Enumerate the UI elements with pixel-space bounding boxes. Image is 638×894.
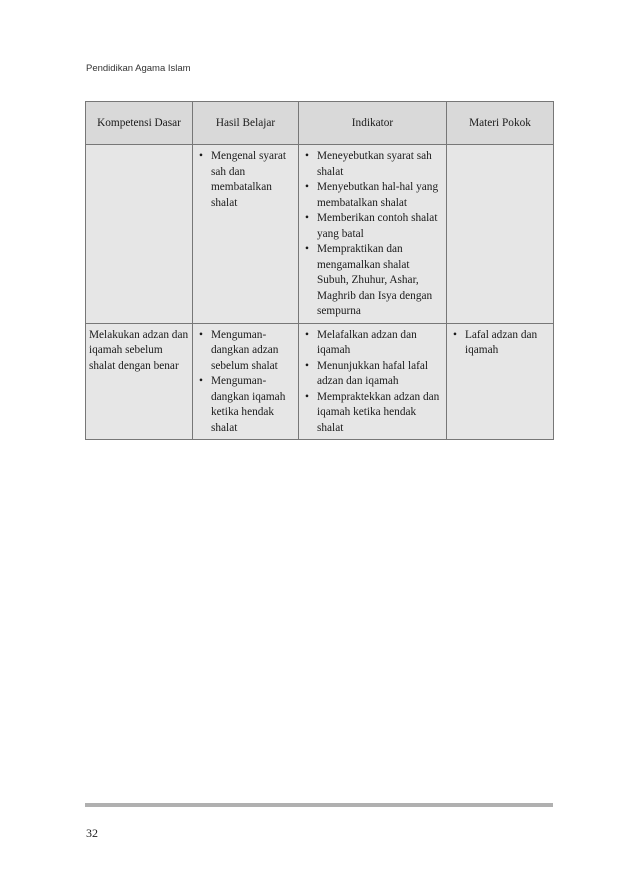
list-item: • Menyebutkan hal-hal yang membatalkan shalat	[302, 180, 443, 211]
syllabus-table	[85, 101, 554, 440]
header-hasil-belajar: Hasil Belajar	[193, 102, 299, 145]
cell-kompetensi	[86, 145, 193, 324]
page-number: 32	[86, 826, 98, 840]
list-item: • Lafal adzan dan iqamah	[450, 328, 550, 359]
list-item: • Mempraktikan dan mengamalkan shalat Subuh, Zhuhur, Ashar, Maghrib dan Isya dengan sempurna	[302, 242, 443, 320]
footer-rule	[85, 803, 553, 807]
list-item: • Memberikan contoh shalat yang batal	[302, 211, 443, 242]
table-row	[86, 145, 554, 324]
table-header-row	[86, 102, 554, 145]
list-item: • Menunjukkan hafal lafal adzan dan iqamah	[302, 359, 443, 390]
list-item: • Mengenal syarat sah dan membatalkan shalat	[196, 149, 295, 211]
list-item: • Mempraktekkan adzan dan iqamah ketika hendak shalat	[302, 390, 443, 437]
cell-materi-pokok	[447, 145, 554, 324]
list-item: • Menguman-dangkan adzan sebelum shalat	[196, 328, 295, 375]
cell-hasil-belajar	[193, 323, 299, 440]
cell-materi-pokok	[447, 323, 554, 440]
running-header: Pendidikan Agama Islam	[86, 63, 191, 74]
list-item: • Melafalkan adzan dan iqamah	[302, 328, 443, 359]
header-kompetensi-dasar: Kompetensi Dasar	[86, 102, 193, 145]
cell-indikator	[299, 323, 447, 440]
cell-indikator	[299, 145, 447, 324]
list-item: • Meneyebutkan syarat sah shalat	[302, 149, 443, 180]
cell-kompetensi: Melakukan adzan dan iqamah sebelum shalat dengan benar	[86, 323, 193, 440]
header-materi-pokok: Materi Pokok	[447, 102, 554, 145]
cell-hasil-belajar	[193, 145, 299, 324]
list-item: • Menguman-dangkan iqamah ketika hendak shalat	[196, 374, 295, 436]
header-indikator: Indikator	[299, 102, 447, 145]
table-row	[86, 323, 554, 440]
